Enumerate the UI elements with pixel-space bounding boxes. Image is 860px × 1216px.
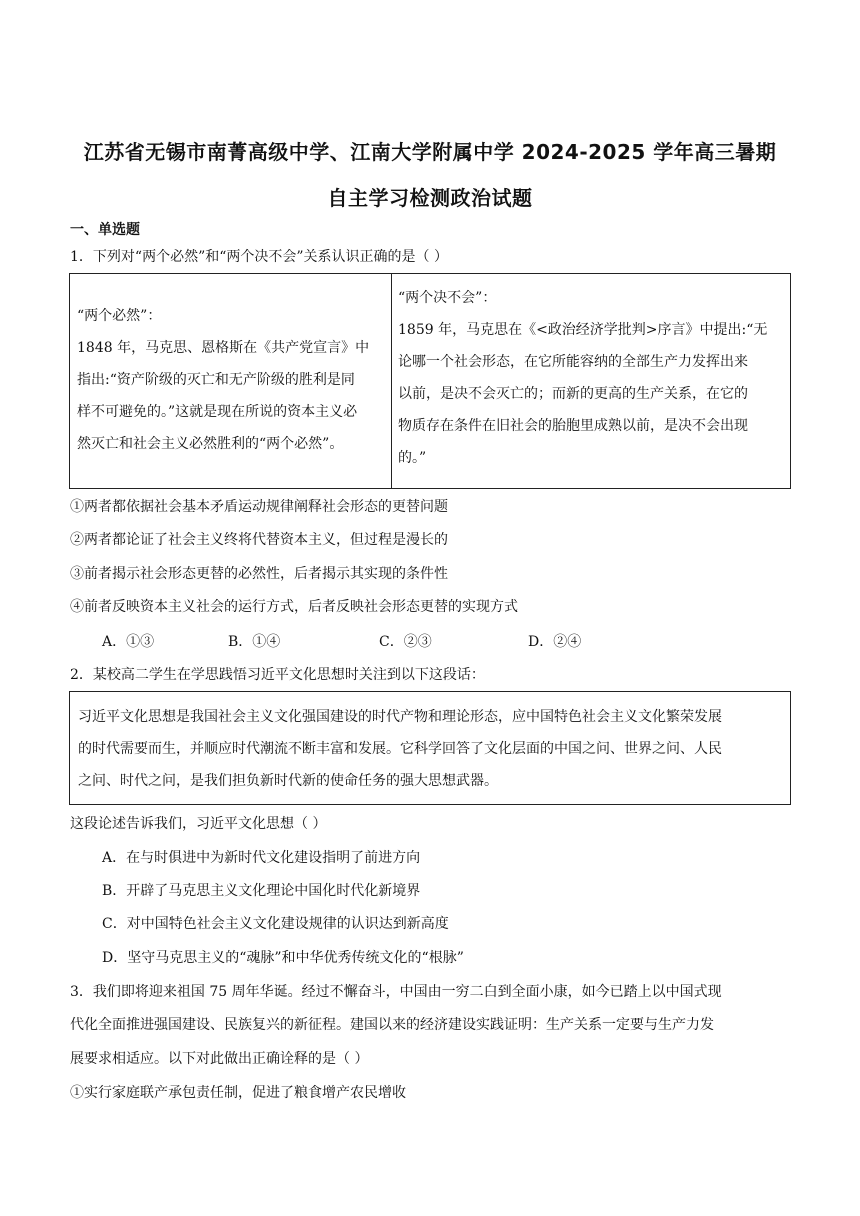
q1-option-d[interactable]: D．②④	[528, 634, 582, 650]
q1-option-c[interactable]: C．②③	[379, 634, 432, 650]
q3-stem-line: 代化全面推进强国建设、民族复兴的新征程。建国以来的经济建设实践证明：生产关系一定要与生产力发	[70, 1017, 714, 1033]
q1-right-line: 的。”	[398, 450, 427, 466]
q1-right-line: 论哪一个社会形态，在它所能容纳的全部生产力发挥出来	[398, 354, 748, 370]
q1-stem: 1．下列对“两个必然”和“两个决不会”关系认识正确的是（ ）	[70, 249, 448, 265]
q1-right-line: 1859 年，马克思在《<政治经济学批判>序言》中提出:“无	[398, 322, 768, 338]
q1-left-line: “两个必然”：	[77, 308, 162, 324]
q3-stem-line: 展要求相适应。以下对此做出正确诠释的是（ ）	[70, 1051, 369, 1067]
q3-stem-line: 3．我们即将迎来祖国 75 周年华诞。经过不懈奋斗，中国由一穷二白到全面小康，如今已踏上以中国式现	[70, 984, 722, 1000]
q2-quote-line: 之问、时代之问，是我们担负新时代新的使命任务的强大思想武器。	[78, 773, 498, 789]
q1-statement: ③前者揭示社会形态更替的必然性，后者揭示其实现的条件性	[70, 566, 448, 582]
section-heading: 一、单选题	[70, 222, 140, 238]
exam-title-line2: 自主学习检测政治试题	[327, 186, 533, 210]
q2-option-a[interactable]: A．在与时俱进中为新时代文化建设指明了前进方向	[102, 850, 421, 866]
q2-quote-line: 的时代需要而生，并顺应时代潮流不断丰富和发展。它科学回答了文化层面的中国之问、世界之问、人民	[78, 741, 722, 757]
q1-left-line: 样不可避免的。”这就是现在所说的资本主义必	[77, 404, 358, 420]
q1-right-line: 物质存在条件在旧社会的胎胞里成熟以前，是决不会出现	[398, 418, 748, 434]
q2-stem: 2．某校高二学生在学思践悟习近平文化思想时关注到以下这段话：	[70, 667, 485, 683]
q2-option-b[interactable]: B．开辟了马克思主义文化理论中国化时代化新境界	[102, 883, 421, 899]
q1-left-cell	[77, 300, 387, 460]
q1-left-line: 1848 年，马克思、恩格斯在《共产党宣言》中	[77, 340, 370, 356]
q2-quote-box	[69, 691, 791, 805]
q1-table-divider	[391, 274, 392, 488]
q1-right-line: 以前，是决不会灭亡的；而新的更高的生产关系，在它的	[398, 386, 748, 402]
q1-statement: ①两者都依据社会基本矛盾运动规律阐释社会形态的更替问题	[70, 499, 448, 515]
q1-option-a[interactable]: A．①③	[102, 634, 155, 650]
q2-option-d[interactable]: D．坚守马克思主义的“魂脉”和中华优秀传统文化的“根脉”	[102, 950, 464, 966]
q1-left-line: 然灭亡和社会主义必然胜利的“两个必然”。	[77, 436, 344, 452]
q2-quote-line: 习近平文化思想是我国社会主义文化强国建设的时代产物和理论形态，应中国特色社会主义文化繁荣发展	[78, 709, 722, 725]
q2-option-c[interactable]: C．对中国特色社会主义文化建设规律的认识达到新高度	[102, 916, 449, 932]
q1-right-cell	[398, 282, 788, 474]
exam-title-line1: 江苏省无锡市南菁高级中学、江南大学附属中学 2024-2025 学年高三暑期	[83, 140, 777, 164]
q2-quote-text	[78, 701, 786, 797]
q1-option-b[interactable]: B．①④	[228, 634, 281, 650]
q1-right-line: “两个决不会”：	[398, 290, 497, 306]
q1-left-line: 指出:“资产阶级的灭亡和无产阶级的胜利是同	[77, 372, 355, 388]
q1-statement: ④前者反映资本主义社会的运行方式，后者反映社会形态更替的实现方式	[70, 599, 518, 615]
q2-prompt: 这段论述告诉我们，习近平文化思想（ ）	[70, 816, 327, 832]
q1-comparison-table	[69, 273, 791, 489]
q1-statement: ②两者都论证了社会主义终将代替资本主义，但过程是漫长的	[70, 532, 448, 548]
q3-statement: ①实行家庭联产承包责任制，促进了粮食增产农民增收	[70, 1085, 406, 1101]
